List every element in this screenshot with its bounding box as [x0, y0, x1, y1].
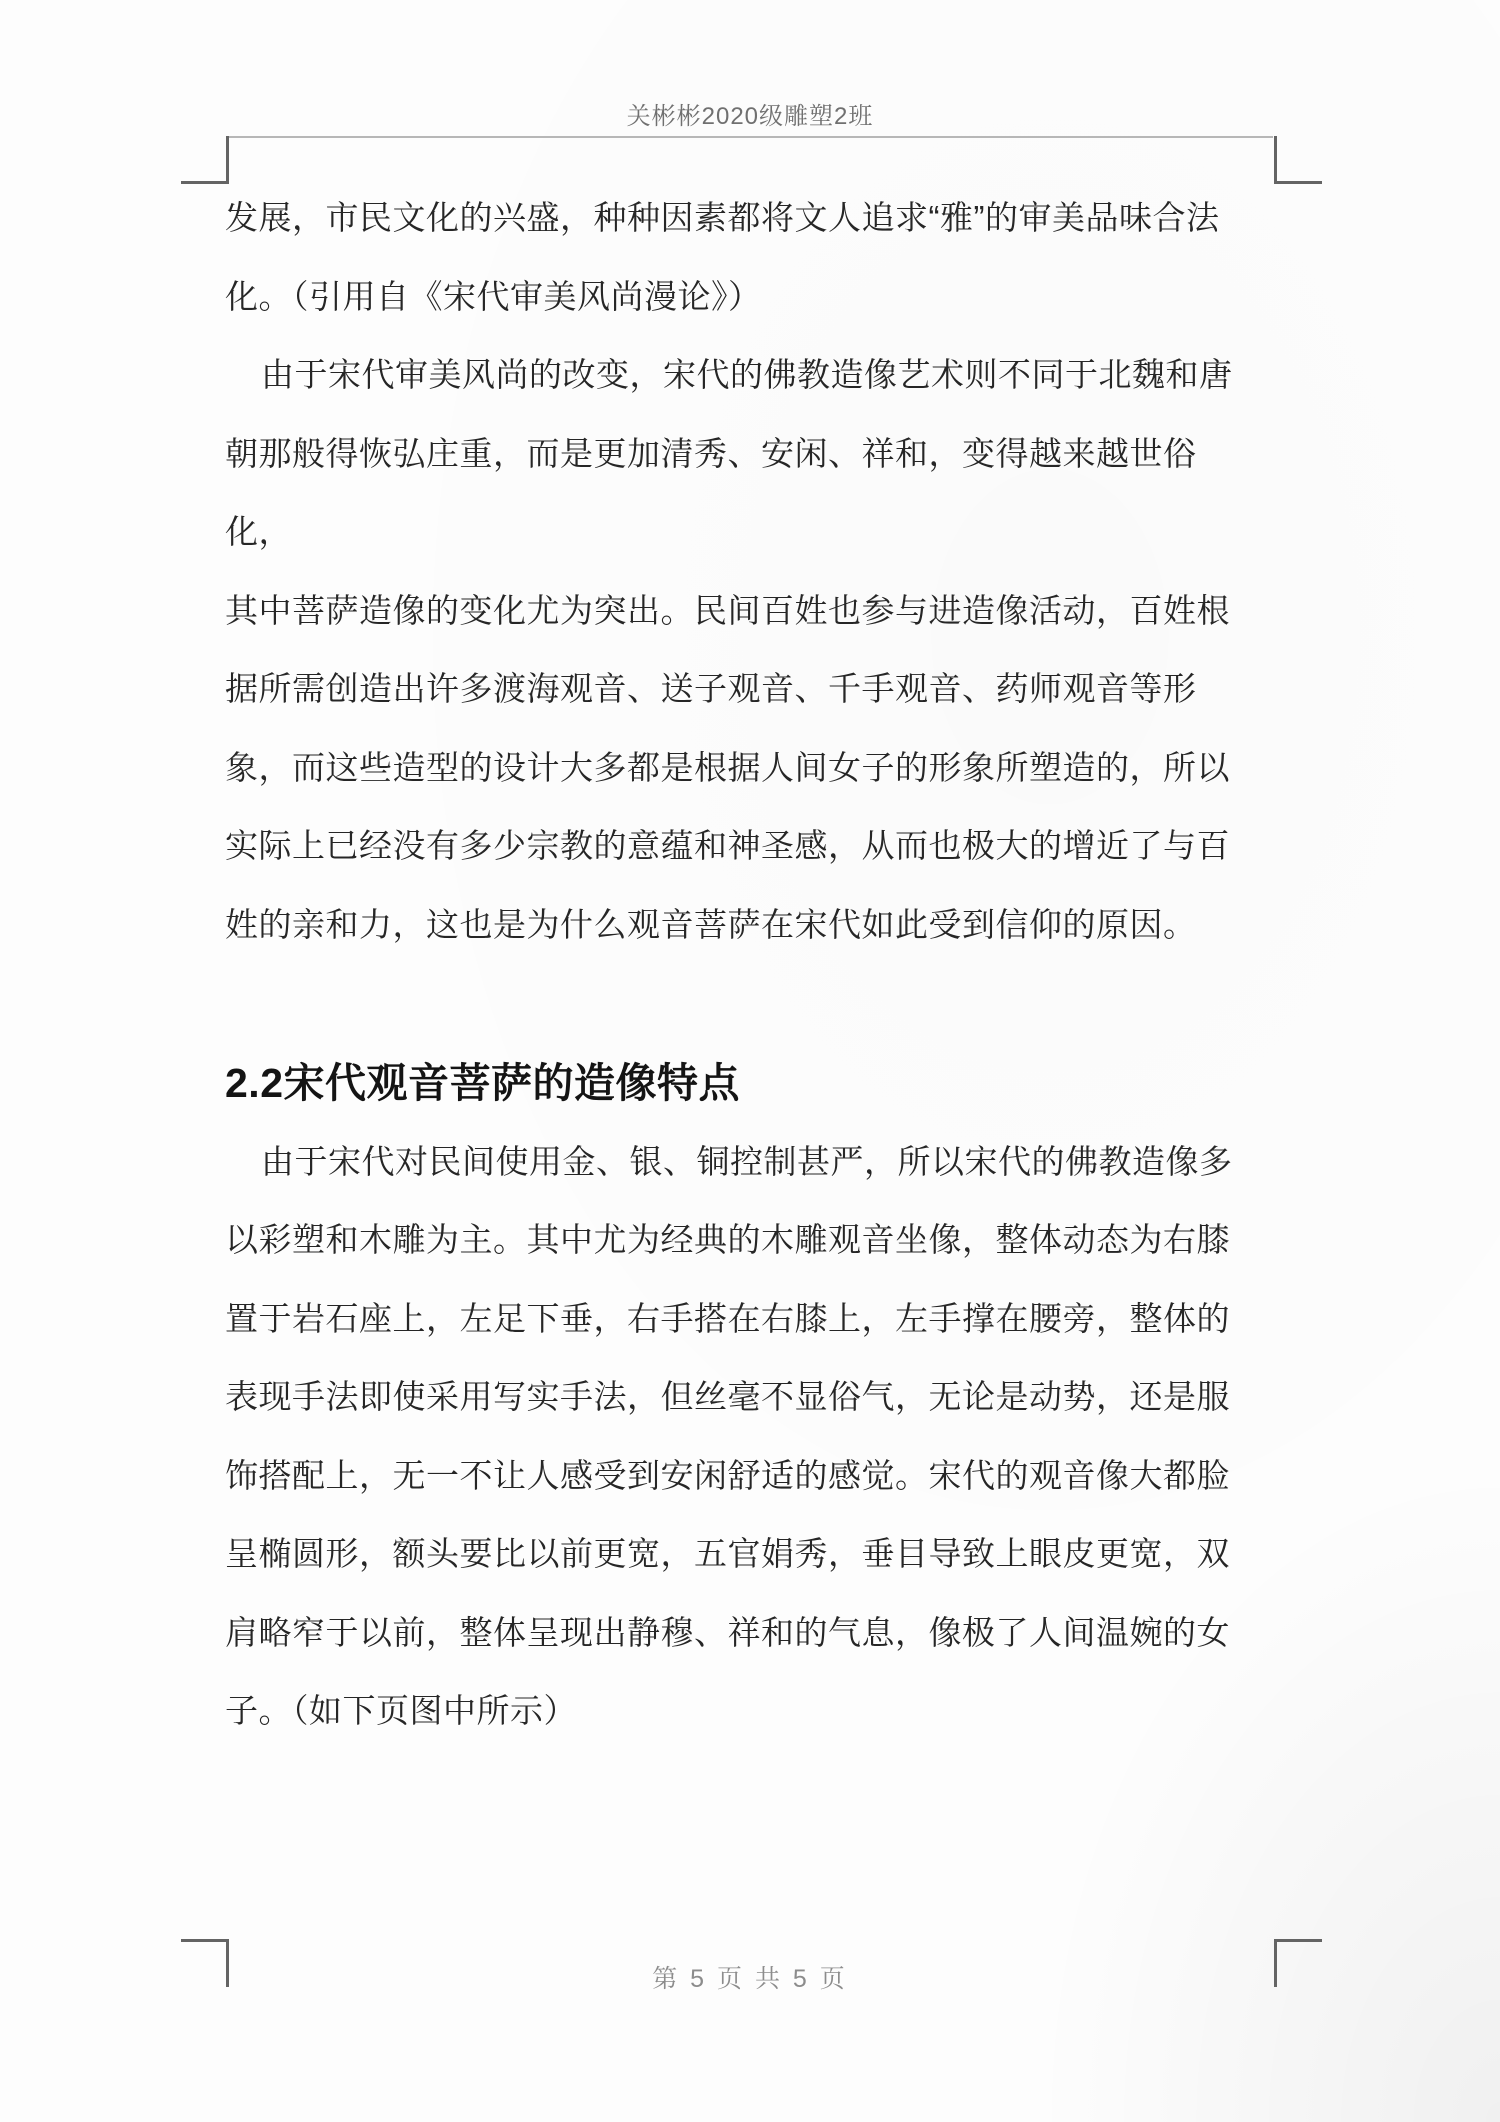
body-text-line: 以彩塑和木雕为主。其中尤为经典的木雕观音坐像，整体动态为右膝 [225, 1221, 1230, 1258]
body-text-line: 肩略窄于以前，整体呈现出静穆、祥和的气息，像极了人间温婉的女 [225, 1613, 1230, 1651]
body-text-line: 子。（如下页图中所示） [225, 1692, 577, 1729]
body-text-line: 姓的亲和力，这也是为什么观音菩萨在宋代如此受到信仰的原因。 [225, 905, 1197, 943]
body-text-line: 发展，市民文化的兴盛，种种因素都将文人追求“雅”的审美品味合法 [225, 199, 1220, 236]
page-header [0, 103, 1500, 131]
document-body [225, 179, 1275, 1751]
body-text-line: 据所需创造出许多渡海观音、送子观音、千手观音、药师观音等形 [225, 670, 1197, 707]
body-text-line: 化， [225, 513, 292, 550]
body-text-line: 置于岩石座上，左足下垂，右手搭在右膝上，左手撑在腰旁，整体的 [225, 1299, 1230, 1337]
body-text-line: 由于宋代审美风尚的改变，宋代的佛教造像艺术则不同于北魏和唐 [261, 356, 1233, 393]
body-text-line: 化。（引用自《宋代审美风尚漫论》） [225, 277, 762, 315]
page-number-text: 第 5 页 共 5 页 [652, 1965, 848, 1993]
header-title: 关彬彬2020级雕塑2班 [626, 103, 874, 130]
header-rule [226, 136, 1273, 138]
body-text-line: 由于宋代对民间使用金、银、铜控制甚严，所以宋代的佛教造像多 [261, 1142, 1233, 1180]
body-text-line: 象，而这些造型的设计大多都是根据人间女子的形象所塑造的，所以 [225, 748, 1230, 786]
body-text-line: 表现手法即使采用写实手法，但丝毫不显俗气，无论是动势，还是服 [225, 1378, 1230, 1415]
crop-mark-top-left [181, 136, 229, 184]
crop-mark-top-right [1274, 136, 1322, 184]
section-heading: 2.2宋代观音菩萨的造像特点 [225, 1060, 740, 1106]
body-text-line: 朝那般得恢弘庄重，而是更加清秀、安闲、祥和，变得越来越世俗 [225, 434, 1197, 472]
body-text-line: 呈椭圆形，额头要比以前更宽，五官娟秀，垂目导致上眼皮更宽，双 [225, 1535, 1230, 1572]
body-text-line: 其中菩萨造像的变化尤为突出。民间百姓也参与进造像活动，百姓根 [225, 591, 1230, 629]
body-text-line: 饰搭配上，无一不让人感受到安闲舒适的感觉。宋代的观音像大都脸 [225, 1456, 1230, 1494]
body-text-line: 实际上已经没有多少宗教的意蕴和神圣感，从而也极大的增近了与百 [225, 827, 1230, 864]
page-footer [0, 1964, 1500, 1994]
